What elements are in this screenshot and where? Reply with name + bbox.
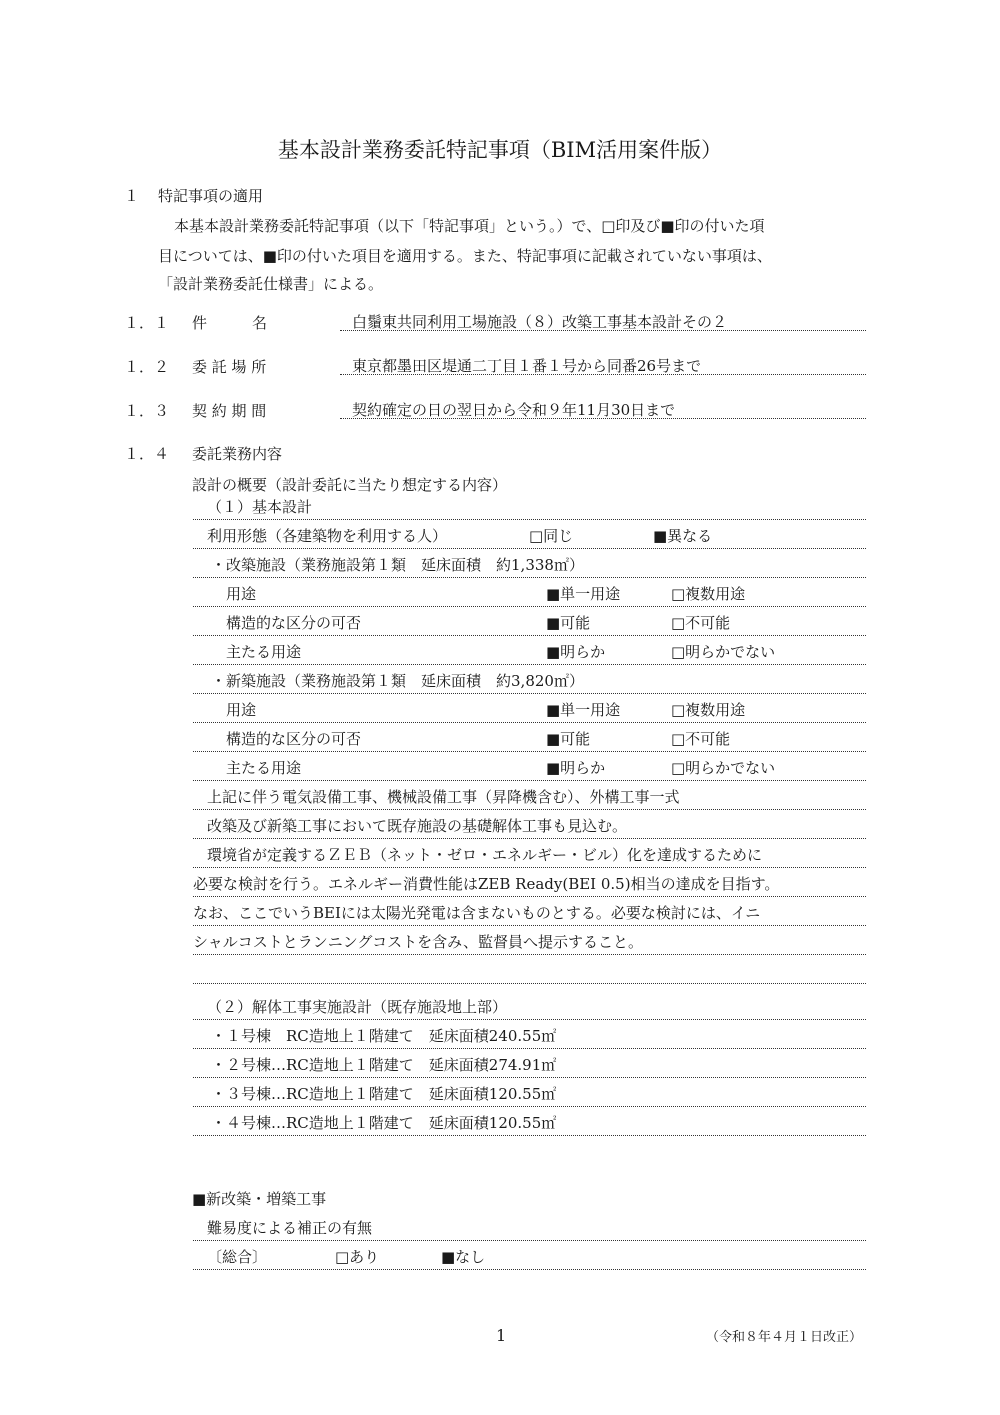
attr-option-2: □明らかでない	[671, 643, 776, 661]
note-row	[193, 896, 866, 926]
field-value: 契約確定の日の翌日から令和９年11月30日まで	[352, 401, 676, 419]
usage-type-label: 利用形態（各建築物を利用する人）	[207, 527, 448, 545]
field-number: １．２	[124, 358, 170, 376]
new-work-heading: ■新改築・増築工事	[192, 1190, 327, 1208]
note-text: シャルコストとランニングコストを含み、監督員へ提示すること。	[193, 933, 644, 951]
shinchiku-title-row	[193, 664, 866, 694]
kaichiku-attr-row	[193, 577, 866, 607]
shinchiku-attr-row	[193, 722, 866, 752]
demolition-item: ・２号棟…RC造地上１階建て 延床面積274.91㎡	[211, 1056, 557, 1074]
shinchiku-title: ・新築施設（業務施設第１類 延床面積 約3,820㎡）	[211, 672, 584, 690]
attr-label: 主たる用途	[226, 643, 302, 661]
section-1-para-line-1: 本基本設計業務委託特記事項（以下「特記事項」という。）で、□印及び■印の付いた項	[174, 217, 765, 235]
page-number: 1	[496, 1326, 507, 1345]
attr-option-2: □複数用途	[671, 701, 746, 719]
demolition-item: ・３号棟…RC造地上１階建て 延床面積120.55㎡	[211, 1085, 557, 1103]
difficulty-label: 難易度による補正の有無	[207, 1219, 373, 1237]
demolition-title: （２）解体工事実施設計（既存施設地上部）	[207, 998, 508, 1016]
usage-type-row	[193, 519, 866, 549]
attr-option-2: □不可能	[671, 730, 731, 748]
blank-row	[193, 954, 866, 984]
section-1-4-subheading: 設計の概要（設計委託に当たり想定する内容）	[192, 476, 508, 494]
attr-label: 用途	[226, 701, 257, 719]
note-text: 環境省が定義するＺＥＢ（ネット・ゼロ・エネルギー・ビル）化を達成するために	[207, 846, 763, 864]
overall-option-no: ■なし	[441, 1248, 486, 1266]
demolition-item-row	[193, 1019, 866, 1049]
attr-option-1: ■単一用途	[546, 585, 621, 603]
field-number: １．１	[124, 314, 170, 332]
note-row	[193, 838, 866, 868]
kaichiku-attr-row	[193, 635, 866, 665]
shinchiku-attr-row	[193, 751, 866, 781]
attr-option-1: ■可能	[546, 730, 591, 748]
attr-option-1: ■単一用途	[546, 701, 621, 719]
demolition-item-row	[193, 1077, 866, 1107]
field-label: 件 名	[192, 314, 268, 332]
kaichiku-attr-row	[193, 606, 866, 636]
difficulty-row	[193, 1211, 866, 1241]
demolition-item-row	[193, 1048, 866, 1078]
note-text: 上記に伴う電気設備工事、機械設備工事（昇降機含む）、外構工事一式	[207, 788, 680, 806]
note-row	[193, 867, 866, 897]
overall-label: 〔総合〕	[207, 1248, 268, 1266]
field-value: 東京都墨田区堤通二丁目１番１号から同番26号まで	[352, 357, 702, 375]
basic-design-title: （１）基本設計	[207, 498, 313, 516]
revision-note: （令和８年４月１日改正）	[706, 1330, 863, 1345]
section-1-4-heading: 委託業務内容	[192, 445, 283, 463]
field-label: 契 約 期 間	[192, 402, 267, 420]
attr-label: 主たる用途	[226, 759, 302, 777]
attr-option-1: ■明らか	[546, 643, 606, 661]
section-1-para-line-3: 「設計業務委託仕様書」による。	[158, 275, 384, 293]
note-text: なお、ここでいうBEIには太陽光発電は含まないものとする。必要な検討には、イニ	[193, 904, 761, 922]
note-text: 改築及び新築工事において既存施設の基礎解体工事も見込む。	[207, 817, 628, 835]
note-row	[193, 809, 866, 839]
usage-type-different: ■異なる	[653, 527, 713, 545]
note-row	[193, 780, 866, 810]
section-1-para-line-2: 目については、■印の付いた項目を適用する。また、特記事項に記載されていない事項は、	[158, 247, 772, 265]
demolition-item: ・１号棟 RC造地上１階建て 延床面積240.55㎡	[211, 1027, 557, 1045]
attr-option-2: □不可能	[671, 614, 731, 632]
overall-option-yes: □あり	[335, 1248, 380, 1266]
note-text: 必要な検討を行う。エネルギー消費性能はZEB Ready(BEI 0.5)相当の達成を目指す。	[193, 875, 780, 893]
field-number: １．３	[124, 402, 170, 420]
attr-label: 用途	[226, 585, 257, 603]
section-1-heading: 特記事項の適用	[158, 187, 264, 205]
section-1-4-number: １．４	[124, 445, 170, 463]
attr-option-1: ■明らか	[546, 759, 606, 777]
basic-design-title-row	[193, 490, 866, 520]
demolition-item: ・４号棟…RC造地上１階建て 延床面積120.55㎡	[211, 1114, 557, 1132]
section-1-number: １	[124, 187, 140, 205]
document-title: 基本設計業務委託特記事項（BIM活用案件版）	[277, 138, 723, 162]
kaichiku-title: ・改築施設（業務施設第１類 延床面積 約1,338㎡）	[211, 556, 584, 574]
shinchiku-attr-row	[193, 693, 866, 723]
attr-label: 構造的な区分の可否	[226, 614, 362, 632]
field-label: 委 託 場 所	[192, 358, 267, 376]
note-row	[193, 925, 866, 955]
kaichiku-title-row	[193, 548, 866, 578]
overall-row	[193, 1240, 866, 1270]
field-value: 白鬚東共同利用工場施設（８）改築工事基本設計その２	[352, 313, 728, 331]
attr-label: 構造的な区分の可否	[226, 730, 362, 748]
attr-option-2: □明らかでない	[671, 759, 776, 777]
attr-option-1: ■可能	[546, 614, 591, 632]
demolition-title-row	[193, 990, 866, 1020]
attr-option-2: □複数用途	[671, 585, 746, 603]
usage-type-same: □同じ	[529, 527, 574, 545]
demolition-item-row	[193, 1106, 866, 1136]
